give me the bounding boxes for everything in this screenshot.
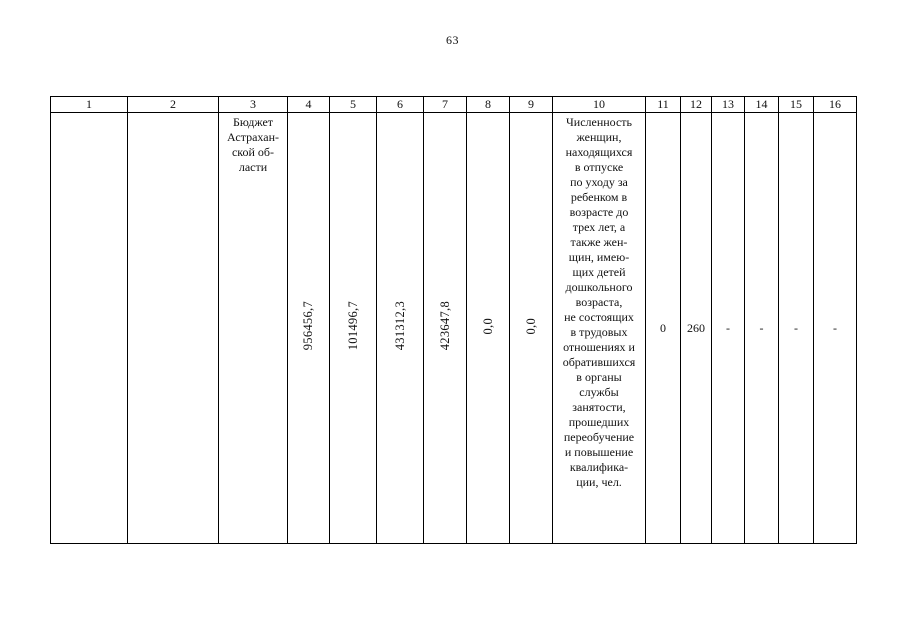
text-line: также жен-: [570, 235, 628, 249]
text-line: прошедших: [568, 415, 630, 429]
text-line: ции, чел.: [576, 475, 622, 489]
value-col-5: 101496,7: [345, 301, 360, 351]
value-col-7: 423647,8: [437, 301, 452, 351]
value-col-4: 956456,7: [301, 301, 315, 351]
text-line: в трудовых: [570, 325, 628, 339]
cell-col-11: 0: [646, 113, 681, 544]
text-line: женщин,: [576, 130, 622, 144]
text-line: щин, имею-: [568, 250, 630, 264]
text-line: в органы: [576, 370, 622, 384]
cell-funding-source: [219, 113, 288, 544]
text-line: отношениях и: [563, 340, 635, 354]
column-number: 15: [779, 97, 814, 113]
column-number: 13: [712, 97, 745, 113]
text-line: ласти: [238, 160, 268, 174]
text-line: щих детей: [572, 265, 626, 279]
page-number: 63: [446, 33, 459, 47]
value-col-6: 431312,3: [392, 301, 407, 351]
text-line: Астрахан-: [227, 130, 279, 144]
column-number: 2: [128, 97, 219, 113]
column-number: 11: [646, 97, 681, 113]
table-row: [51, 113, 857, 544]
column-number: 12: [681, 97, 712, 113]
text-line: и повышение: [564, 445, 634, 459]
text-line: ской об-: [231, 145, 275, 159]
cell-col-15: -: [779, 113, 814, 544]
cell-col-12: 260: [681, 113, 712, 544]
text-line: ребенком в: [570, 190, 628, 204]
text-line: не состоящих: [564, 310, 634, 324]
column-number: 6: [377, 97, 424, 113]
cell-col-16: -: [814, 113, 857, 544]
cell-col-6: [377, 113, 424, 544]
text-line: в отпуске: [574, 160, 624, 174]
text-line: находящихся: [565, 145, 633, 159]
cell-col-7: [424, 113, 467, 544]
text-line: Бюджет: [232, 115, 274, 129]
text-line: Численность: [565, 115, 633, 129]
text-line: по уходу за: [570, 175, 628, 189]
column-number: 3: [219, 97, 288, 113]
cell-col-4: [288, 113, 330, 544]
text-line: обратившихся: [562, 355, 636, 369]
column-number: 14: [745, 97, 779, 113]
column-number: 9: [510, 97, 553, 113]
value-col-9: 0,0: [523, 317, 538, 335]
column-number: 1: [51, 97, 128, 113]
cell-col-9: [510, 113, 553, 544]
cell-col-13: -: [712, 113, 745, 544]
column-number: 8: [467, 97, 510, 113]
text-line: занятости,: [572, 400, 626, 414]
cell-col-5: [330, 113, 377, 544]
text-line: возраста,: [575, 295, 623, 309]
text-line: переобучение: [563, 430, 635, 444]
column-number: 4: [288, 97, 330, 113]
cell-col-2: [128, 113, 219, 544]
column-number: 5: [330, 97, 377, 113]
cell-indicator-name: [553, 113, 646, 544]
cell-col-8: [467, 113, 510, 544]
column-number: 7: [424, 97, 467, 113]
cell-col-1: [51, 113, 128, 544]
value-col-8: 0,0: [480, 317, 495, 335]
data-table: [50, 96, 857, 544]
text-line: службы: [579, 385, 619, 399]
text-line: квалифика-: [569, 460, 629, 474]
column-number: 10: [553, 97, 646, 113]
header-row: [51, 97, 857, 113]
text-line: дошкольного: [565, 280, 633, 294]
cell-col-14: -: [745, 113, 779, 544]
text-line: возрасте до: [569, 205, 629, 219]
column-number: 16: [814, 97, 857, 113]
text-line: трех лет, а: [572, 220, 626, 234]
